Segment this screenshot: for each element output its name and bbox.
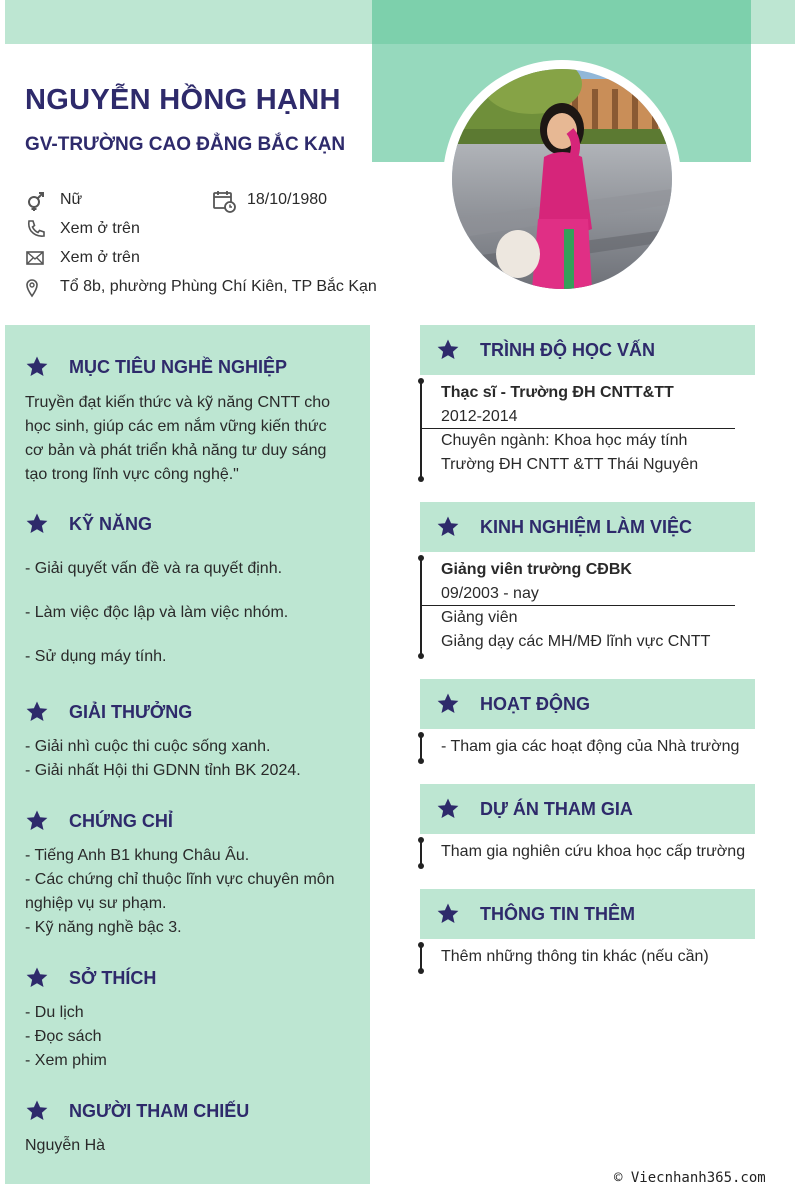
more-info-title: THÔNG TIN THÊM (480, 903, 635, 924)
header-accent-overlap (372, 0, 751, 44)
timeline-dot (418, 732, 424, 738)
awards-title: GIẢI THƯỞNG (69, 701, 193, 722)
more-info-text: Thêm những thông tin khác (nếu cần) (441, 948, 709, 965)
education-degree: Thạc sĩ - Trường ĐH CNTT&TT (441, 384, 674, 401)
certificates-list (25, 844, 335, 940)
experience-header (420, 502, 755, 552)
gender-icon (25, 189, 47, 211)
calendar-icon (212, 189, 234, 211)
email-row (25, 246, 140, 270)
education-detail: Chuyên ngành: Khoa học máy tính (441, 432, 688, 449)
education-period: 2012-2014 (441, 408, 518, 425)
education-header (420, 325, 755, 375)
hobbies-title: SỞ THÍCH (69, 967, 157, 988)
activities-title: HOẠT ĐỘNG (480, 693, 590, 714)
job-title: GV-TRƯỜNG CAO ĐẲNG BẮC KẠN (25, 134, 346, 155)
skill-item: - Làm việc độc lập và làm việc nhóm. (25, 604, 289, 621)
objective-text (25, 391, 330, 487)
hobby-item: - Xem phim (25, 1052, 107, 1069)
awards-header (25, 700, 192, 724)
objective-line: tạo trong lĩnh vực công nghệ." (25, 466, 239, 483)
star-icon (25, 1099, 49, 1123)
experience-period: 09/2003 - nay (441, 585, 539, 602)
phone-row (25, 217, 140, 241)
star-icon (25, 355, 49, 379)
star-icon (436, 338, 460, 362)
certificate-item: nghiệp vụ sư phạm. (25, 895, 167, 912)
skill-item: - Giải quyết vấn đề và ra quyết định. (25, 560, 283, 577)
education-timeline (420, 381, 422, 479)
address-row (25, 275, 377, 299)
phone-icon (25, 218, 47, 240)
avatar (452, 69, 672, 289)
star-icon (25, 700, 49, 724)
skill-item: - Sử dụng máy tính. (25, 648, 167, 665)
award-item: - Giải nhất Hội thi GDNN tỉnh BK 2024. (25, 762, 301, 779)
award-item: - Giải nhì cuộc thi cuộc sống xanh. (25, 738, 271, 755)
timeline-dot (418, 942, 424, 948)
star-icon (25, 512, 49, 536)
gender-row (25, 188, 82, 212)
birthdate-row (212, 188, 327, 212)
references-title: NGƯỜI THAM CHIẾU (69, 1100, 250, 1121)
education-detail: Trường ĐH CNTT &TT Thái Nguyên (441, 456, 699, 473)
star-icon (436, 692, 460, 716)
projects-text: Tham gia nghiên cứu khoa học cấp trường (441, 843, 746, 860)
activities-text: - Tham gia các hoạt động của Nhà trường (441, 738, 740, 755)
objective-header (25, 355, 287, 379)
footer-credit: © Viecnhanh365.com (614, 1170, 766, 1186)
experience-detail: Giảng dạy các MH/MĐ lĩnh vực CNTT (441, 633, 711, 650)
activities-header (420, 679, 755, 729)
hobby-item: - Du lịch (25, 1004, 84, 1021)
experience-detail: Giảng viên (441, 609, 518, 626)
full-name: NGUYỄN HỒNG HẠNH (25, 84, 341, 116)
timeline-dot (418, 837, 424, 843)
certificate-item: - Tiếng Anh B1 khung Châu Âu. (25, 847, 250, 864)
certificates-title: CHỨNG CHỈ (69, 810, 173, 831)
certificate-item: - Các chứng chỉ thuộc lĩnh vực chuyên môn (25, 871, 335, 888)
skills-title: KỸ NĂNG (69, 513, 153, 534)
timeline-dot (418, 758, 424, 764)
experience-role: Giảng viên trường CĐBK (441, 561, 632, 578)
references-header (25, 1099, 249, 1123)
timeline-dot (418, 476, 424, 482)
timeline-dot (418, 863, 424, 869)
timeline-dot (418, 653, 424, 659)
awards-list (25, 735, 301, 783)
timeline-dot (418, 378, 424, 384)
gender-value: Nữ (60, 191, 83, 208)
certificates-header (25, 809, 173, 833)
timeline-dot (418, 968, 424, 974)
star-icon (25, 966, 49, 990)
reference-item: Nguyễn Hà (25, 1137, 106, 1154)
star-icon (436, 515, 460, 539)
more-info-header (420, 889, 755, 939)
projects-title: DỰ ÁN THAM GIA (480, 798, 633, 819)
objective-title: MỤC TIÊU NGHỀ NGHIỆP (69, 356, 288, 377)
email-value: Xem ở trên (60, 249, 140, 266)
address-value: Tổ 8b, phường Phùng Chí Kiên, TP Bắc Kạn (60, 278, 377, 295)
phone-value: Xem ở trên (60, 220, 140, 237)
objective-line: Truyền đạt kiến thức và kỹ năng CNTT cho (25, 394, 331, 411)
certificate-item: - Kỹ năng nghề bậc 3. (25, 919, 182, 936)
birthdate-value: 18/10/1980 (247, 191, 328, 208)
star-icon (436, 902, 460, 926)
hobbies-header (25, 966, 156, 990)
star-icon (436, 797, 460, 821)
skills-header (25, 512, 152, 536)
objective-line: học sinh, giúp các em nắm vững kiến thức (25, 418, 327, 435)
timeline-dot (418, 555, 424, 561)
hobby-item: - Đọc sách (25, 1028, 102, 1045)
location-pin-icon (25, 276, 47, 298)
education-title: TRÌNH ĐỘ HỌC VẤN (480, 339, 655, 360)
hobbies-list (25, 1001, 107, 1073)
objective-line: cơ bản và phát triển khả năng tư duy sáng (25, 442, 327, 459)
experience-timeline (420, 558, 422, 656)
experience-title: KINH NGHIỆM LÀM VIỆC (480, 516, 693, 537)
mail-icon (25, 247, 47, 269)
star-icon (25, 809, 49, 833)
projects-header (420, 784, 755, 834)
